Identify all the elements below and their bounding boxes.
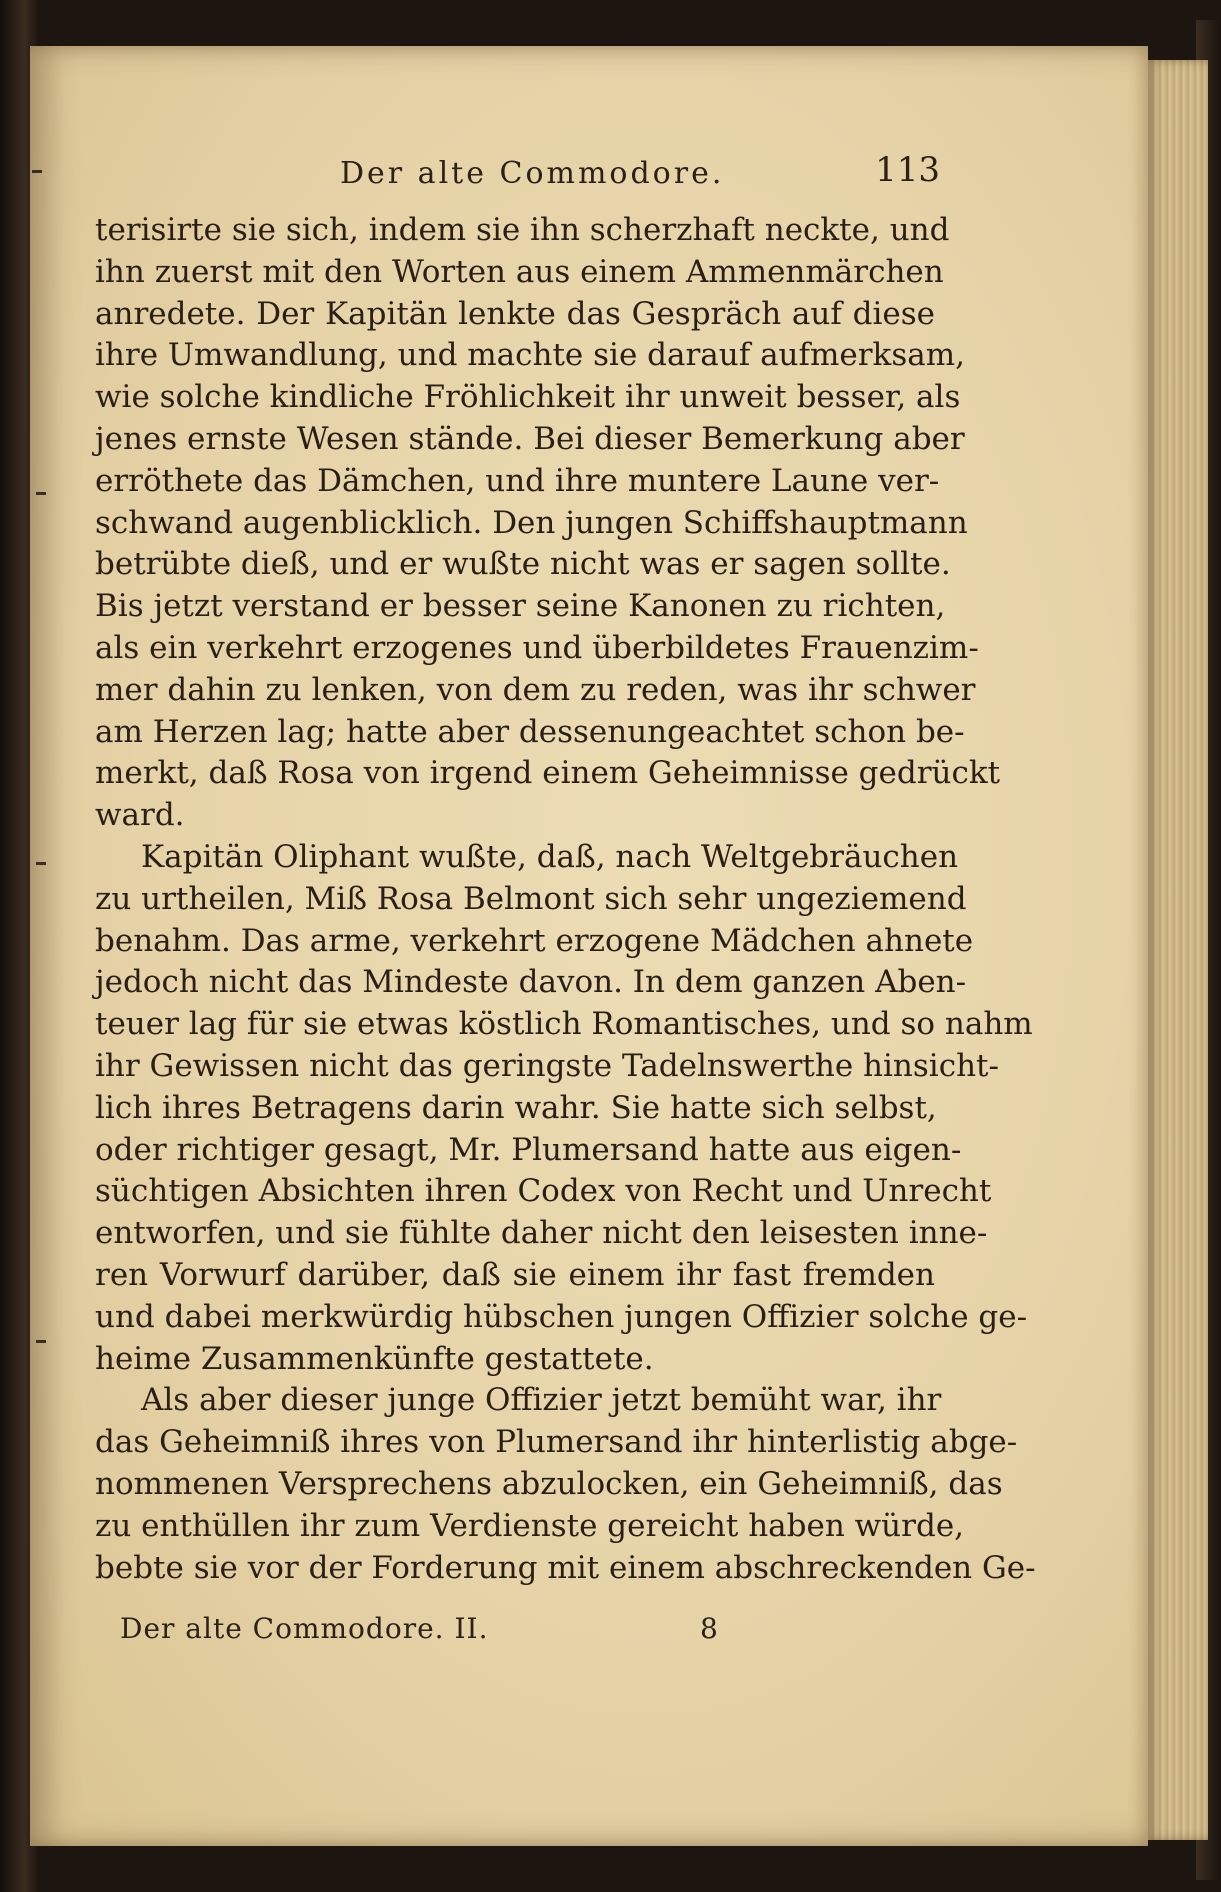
margin-tick	[36, 862, 46, 865]
running-title: Der alte Commodore.	[340, 156, 725, 191]
text-line: jedoch nicht das Mindeste davon. In dem ganzen Aben-	[95, 964, 967, 1001]
text-line: das Geheimniß ihres von Plumersand ihr hinterlistig abge-	[95, 1424, 1018, 1461]
text-line: Bis jetzt verstand er besser seine Kanonen zu richten,	[95, 588, 946, 625]
text-line: heime Zusammenkünfte gestattete.	[95, 1340, 654, 1377]
page-stack-edge	[1148, 60, 1208, 1840]
text-line: merkt, daß Rosa von irgend einem Geheimnisse gedrückt	[95, 755, 1001, 792]
text-line: betrübte dieß, und er wußte nicht was er sagen sollte.	[95, 546, 951, 583]
text-line: terisirte sie sich, indem sie ihn scherzhaft neckte, und	[95, 212, 950, 248]
page-footer	[120, 1612, 820, 1656]
text-line: zu urtheilen, Miß Rosa Belmont sich sehr ungeziemend	[95, 880, 967, 917]
text-line: bebte sie vor der Forderung mit einem abschreckenden Ge-	[95, 1549, 1036, 1586]
signature-mark: 8	[700, 1612, 718, 1645]
text-line: lich ihres Betragens darin wahr. Sie hatte sich selbst,	[95, 1089, 937, 1126]
text-line: erröthete das Dämchen, und ihre muntere Laune ver-	[95, 462, 940, 499]
text-line: ihre Umwandlung, und machte sie darauf aufmerksam,	[95, 337, 965, 374]
margin-tick	[36, 1340, 46, 1343]
text-line: entworfen, und sie fühlte daher nicht den leisesten inne-	[95, 1215, 988, 1252]
text-line: ren Vorwurf darüber, daß sie einem ihr fast fremden	[95, 1256, 935, 1293]
page-header	[90, 150, 940, 200]
text-line: als ein verkehrt erzogenes und überbildetes Frauenzim-	[95, 629, 979, 666]
text-line: ihr Gewissen nicht das geringste Tadelnswerthe hinsicht-	[95, 1047, 999, 1084]
text-line: schwand augenblicklich. Den jungen Schiffshauptmann	[95, 504, 968, 541]
text-line: mer dahin zu lenken, von dem zu reden, was ihr schwer	[95, 671, 976, 708]
body-text	[95, 210, 1036, 1589]
margin-tick	[32, 170, 42, 173]
signature-title: Der alte Commodore. II.	[120, 1612, 489, 1645]
text-line: teuer lag für sie etwas köstlich Romantisches, und so nahm	[95, 1006, 1033, 1043]
text-line: benahm. Das arme, verkehrt erzogene Mädchen ahnete	[95, 922, 974, 959]
margin-tick	[36, 492, 46, 495]
text-line: Kapitän Oliphant wußte, daß, nach Weltgebräuchen	[141, 838, 959, 875]
text-line: anredete. Der Kapitän lenkte das Gespräch auf diese	[95, 295, 935, 332]
text-line: süchtigen Absichten ihren Codex von Recht und Unrecht	[95, 1173, 992, 1210]
text-line: ward.	[95, 797, 185, 834]
text-line: oder richtiger gesagt, Mr. Plumersand hatte aus eigen-	[95, 1131, 962, 1168]
text-line: wie solche kindliche Fröhlichkeit ihr unweit besser, als	[95, 379, 961, 416]
text-line: am Herzen lag; hatte aber dessenungeachtet schon be-	[95, 713, 965, 750]
page-number: 113	[875, 150, 940, 190]
text-line: jenes ernste Wesen stände. Bei dieser Bemerkung aber	[95, 420, 965, 457]
text-line: und dabei merkwürdig hübschen jungen Offizier solche ge-	[95, 1298, 1028, 1335]
text-line: nommenen Versprechens abzulocken, ein Geheimniß, das	[95, 1465, 1003, 1502]
text-line: Als aber dieser junge Offizier jetzt bemüht war, ihr	[141, 1382, 942, 1419]
text-line: zu enthüllen ihr zum Verdienste gereicht haben würde,	[95, 1507, 965, 1544]
text-line: ihn zuerst mit den Worten aus einem Ammenmärchen	[95, 253, 944, 290]
